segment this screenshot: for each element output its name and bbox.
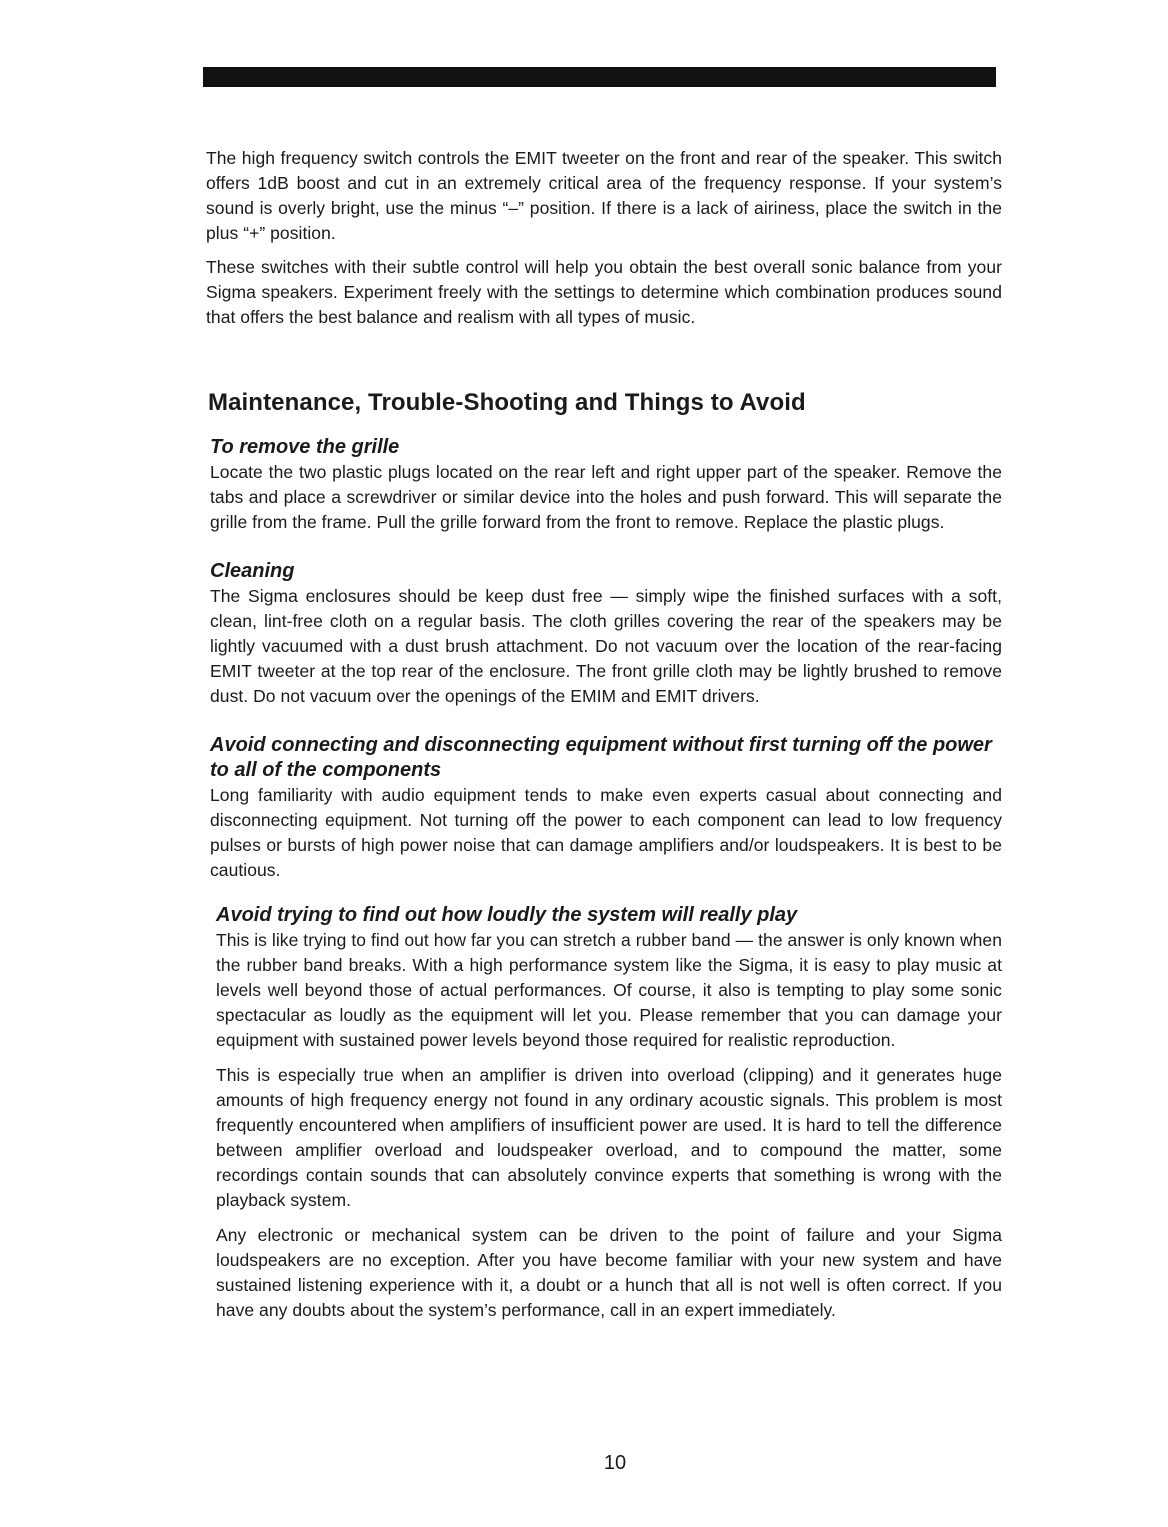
- cleaning-section: [206, 558, 1002, 709]
- connecting-section: [206, 733, 1002, 883]
- grille-heading: To remove the grille: [210, 436, 400, 458]
- cleaning-heading: Cleaning: [210, 560, 295, 582]
- grille-body: Locate the two plastic plugs located on the rear left and right upper part of the speaker. Remove the tabs and place a screwdriver or similar device into the holes and push forward. This will separate the grille from the frame. Pull the grille forward from the front to remove. Replace the plastic plugs.: [210, 462, 1002, 532]
- grille-section: [206, 434, 1002, 535]
- loudness-heading: Avoid trying to find out how loudly the system will really play: [216, 904, 798, 926]
- page-content: [206, 146, 1002, 1333]
- loudness-paragraph-rubber-band: This is like trying to find out how far you can stretch a rubber band — the answer is only known when the rubber band breaks. With a high performance system like the Sigma, it is easy to play music at levels well beyond those of actual performances. Of course, it also is tempting to play some sonic spectacular as loudly as the equipment will let you. Please remember that you can damage your equipment with sustained power levels beyond those required for realistic reproduction.: [216, 930, 1002, 1050]
- intro-paragraph-switches: These switches with their subtle control will help you obtain the best overall sonic balance from your Sigma speakers. Experiment freely with the settings to determine which combination produces sound that offers the best balance and realism with all types of music.: [206, 257, 1002, 327]
- cleaning-body: The Sigma enclosures should be keep dust free — simply wipe the finished surfaces with a soft, clean, lint-free cloth on a regular basis. The cloth grilles covering the rear of the speakers may be lightly vacuumed with a dust brush attachment. Do not vacuum over the location of the rear-facing EMIT tweeter at the top rear of the enclosure. The front grille cloth may be lightly brushed to remove dust. Do not vacuum over the openings of the EMIM and EMIT drivers.: [210, 586, 1002, 706]
- page-number: 10: [603, 1452, 627, 1474]
- connecting-heading: Avoid connecting and disconnecting equipment without first turning off the power to all of the components: [210, 734, 992, 781]
- loudness-section: [206, 902, 1002, 1323]
- connecting-body: Long familiarity with audio equipment tends to make even experts casual about connecting and disconnecting equipment. Not turning off the power to each component can lead to low frequency pulses or bursts of high power noise that can damage amplifiers and/or loudspeakers. It is best to be cautious.: [210, 785, 1002, 880]
- intro-paragraph-high-frequency: The high frequency switch controls the EMIT tweeter on the front and rear of the speaker. This switch offers 1dB boost and cut in an extremely critical area of the frequency response. If your system’s sound is overly bright, use the minus “–” position. If there is a lack of airiness, place the switch in the plus “+” position.: [206, 148, 1002, 243]
- loudness-paragraph-clipping: This is especially true when an amplifier is driven into overload (clipping) and it generates huge amounts of high frequency energy not found in any ordinary acoustic signals. This problem is most frequently encountered when amplifiers of insufficient power are used. It is hard to tell the difference between amplifier overload and loudspeaker overload, and to compound the matter, some recordings contain sounds that can absolutely convince experts that something is wrong with the playback system.: [216, 1065, 1002, 1210]
- section-title: Maintenance, Trouble-Shooting and Things to Avoid: [208, 389, 806, 416]
- loudness-paragraph-failure: Any electronic or mechanical system can be driven to the point of failure and your Sigma loudspeakers are no exception. After you have become familiar with your new system and have sustained listening experience with it, a doubt or a hunch that all is not well is often correct. If you have any doubts about the system’s performance, call in an expert immediately.: [216, 1225, 1002, 1320]
- header-rule: [203, 67, 996, 87]
